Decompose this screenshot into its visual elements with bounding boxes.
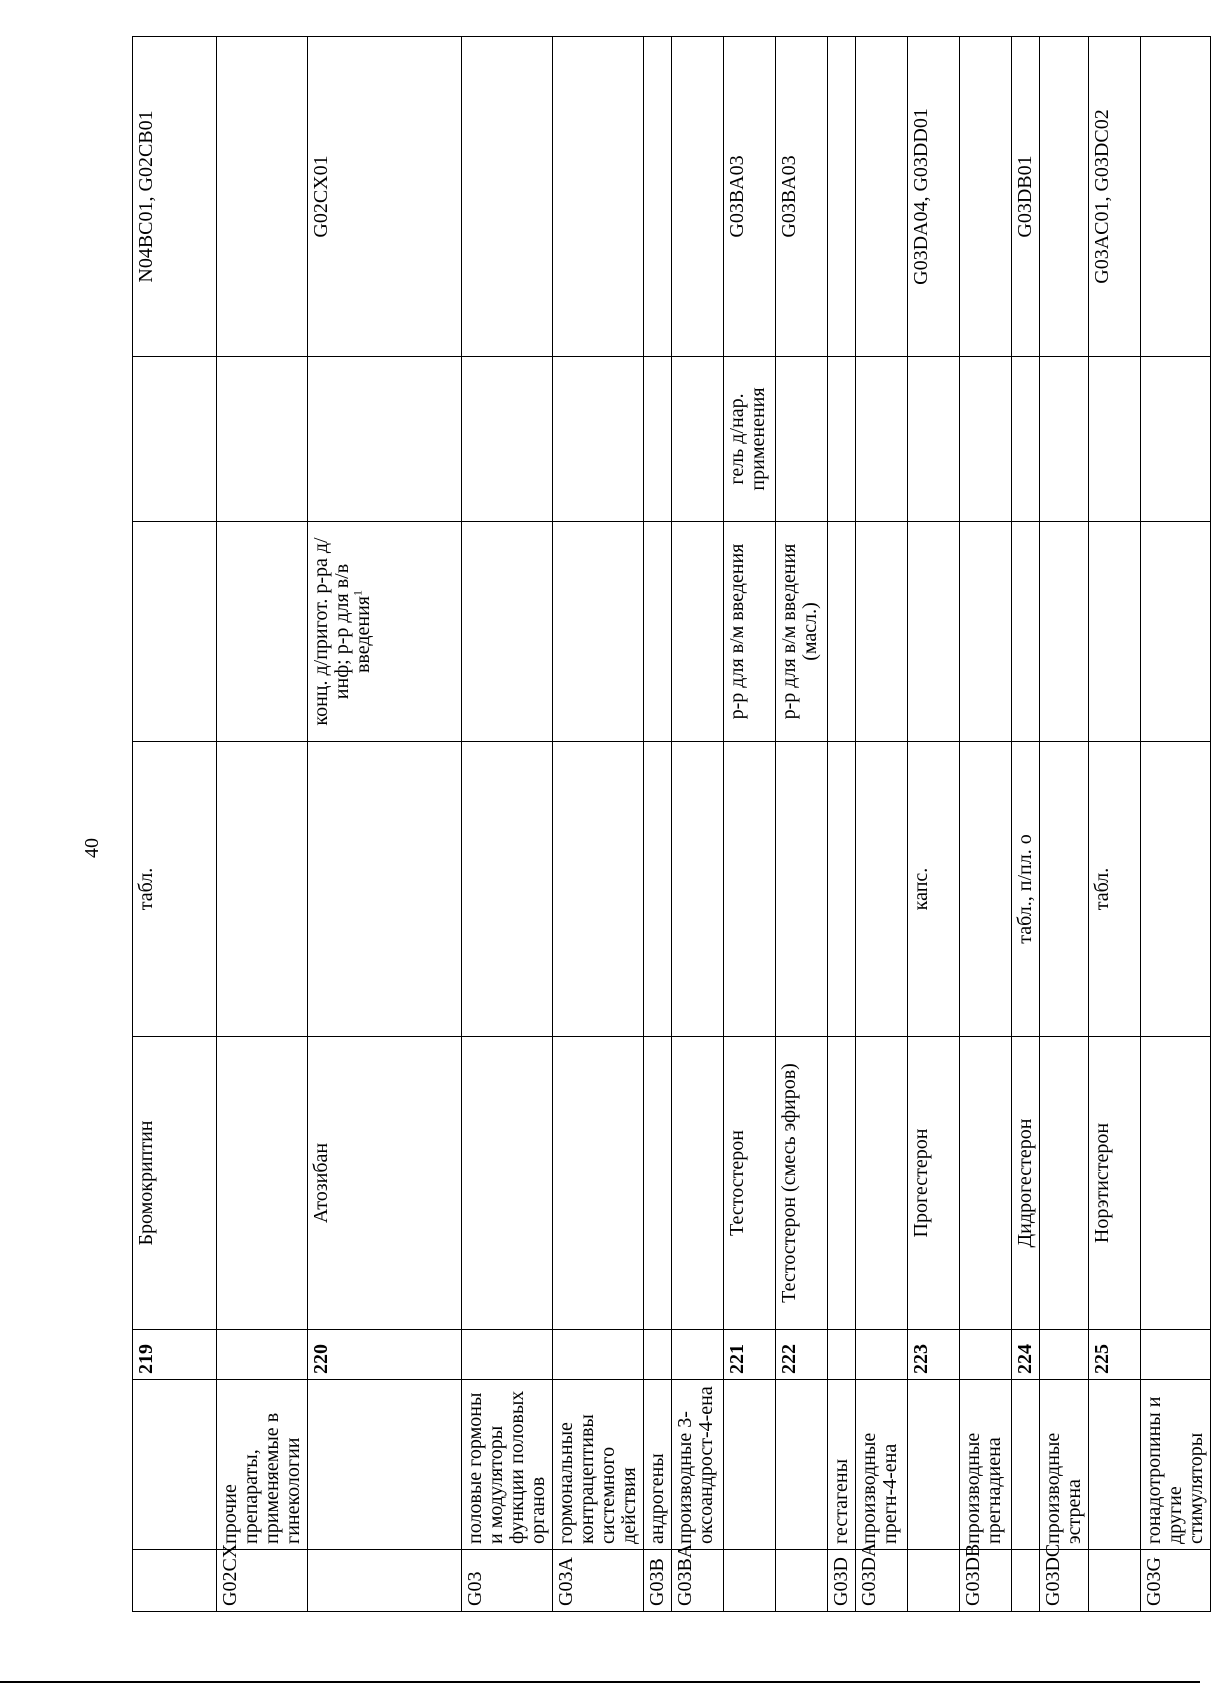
item-number-cell (1040, 1330, 1089, 1380)
atc-code-cell-text: G03DA (858, 1542, 880, 1606)
drug-list-table (132, 36, 1211, 1612)
form-other-cell (908, 357, 960, 522)
form-injection-cell (644, 522, 672, 742)
drug-name-cell (308, 1037, 462, 1330)
item-number-cell (1141, 1330, 1211, 1380)
form-oral-cell (856, 742, 908, 1037)
form-other-cell (1089, 357, 1141, 522)
drug-name-cell (462, 1037, 553, 1330)
group-name-cell (724, 1380, 776, 1550)
form-oral-cell (644, 742, 672, 1037)
atc-reference-cell (1040, 37, 1089, 357)
drug-name-cell (828, 1037, 856, 1330)
form-oral-cell (217, 742, 308, 1037)
atc-reference-cell-text: G03DA04, G03DD01 (910, 108, 932, 285)
table-row (1012, 37, 1040, 1612)
item-number-cell-text: 225 (1091, 1344, 1113, 1374)
form-oral-cell (308, 742, 462, 1037)
form-oral-cell (776, 742, 828, 1037)
drug-name-cell (960, 1037, 1012, 1330)
form-injection-cell (308, 522, 462, 742)
group-name-cell-text: прочие препараты, применяемые в гинекологии (219, 1412, 304, 1544)
form-other-cell (553, 357, 644, 522)
drug-name-cell (553, 1037, 644, 1330)
atc-code-cell (217, 1543, 308, 1612)
drug-name-cell (1141, 1037, 1211, 1330)
form-injection-cell (462, 522, 553, 742)
drug-name-cell (776, 1037, 828, 1330)
drug-name-cell (644, 1037, 672, 1330)
group-name-cell-text: производные эстрена (1042, 1432, 1085, 1544)
form-other-cell (776, 357, 828, 522)
table-row (1089, 37, 1141, 1612)
atc-reference-cell-text: G03AC01, G03DC02 (1091, 109, 1113, 284)
group-name-cell (1089, 1380, 1141, 1550)
atc-code-cell (908, 1550, 960, 1612)
form-injection-cell (776, 522, 828, 742)
table-row (960, 37, 1012, 1612)
atc-code-cell-text: G03A (555, 1557, 577, 1606)
drug-name-cell-text: Норэтистерон (1091, 1122, 1113, 1244)
form-injection-cell (1141, 522, 1211, 742)
form-oral-cell (1012, 742, 1040, 1037)
table-row (308, 37, 462, 1612)
item-number-cell (462, 1330, 553, 1380)
item-number-cell (776, 1330, 828, 1380)
atc-reference-cell-text: G03BA03 (726, 155, 748, 238)
drug-name-cell-text: Дидрогестерон (1014, 1118, 1036, 1248)
atc-code-cell (828, 1550, 856, 1612)
table-row (1040, 37, 1089, 1612)
atc-reference-cell (724, 37, 776, 357)
form-oral-cell (960, 742, 1012, 1037)
table-row (462, 37, 553, 1612)
drug-name-cell (724, 1037, 776, 1330)
atc-code-cell (1141, 1550, 1211, 1612)
atc-reference-cell (856, 37, 908, 357)
item-number-cell (133, 1330, 217, 1380)
group-name-cell-text: производные 3-оксоандрост-4-ена (674, 1386, 717, 1544)
table-row (724, 37, 776, 1612)
form-oral-cell (133, 742, 217, 1037)
form-other-cell (644, 357, 672, 522)
atc-reference-cell (133, 37, 217, 357)
form-oral-cell (1141, 742, 1211, 1037)
atc-code-cell (724, 1550, 776, 1612)
form-injection-cell-text: р-р для в/м введения (726, 543, 748, 720)
atc-reference-cell (828, 37, 856, 357)
group-name-cell (908, 1380, 960, 1550)
atc-code-cell (133, 1550, 217, 1612)
group-name-cell (1012, 1380, 1040, 1550)
table-row (217, 37, 308, 1612)
drug-name-cell (672, 1037, 724, 1330)
form-other-cell (724, 357, 776, 522)
form-injection-cell (672, 522, 724, 742)
atc-code-cell-text: G03D (830, 1557, 852, 1606)
atc-code-cell (960, 1543, 1012, 1612)
group-name-cell (672, 1380, 724, 1550)
atc-code-cell-text: G03 (464, 1571, 486, 1606)
atc-code-cell-text: G03DC (1042, 1543, 1064, 1606)
atc-code-cell (308, 1550, 462, 1612)
atc-reference-cell-text: G03BA03 (778, 155, 800, 238)
group-name-cell-text: половые гормоны и модуляторы функции половых органов (464, 1390, 549, 1544)
form-other-cell (308, 357, 462, 522)
atc-code-cell (776, 1550, 828, 1612)
group-name-cell (133, 1380, 217, 1550)
table-row (133, 37, 217, 1612)
group-name-cell-text: гестагены (830, 1458, 852, 1544)
group-name-cell (644, 1380, 672, 1550)
atc-code-cell (553, 1550, 644, 1612)
form-injection-cell (217, 522, 308, 742)
form-injection-cell (724, 522, 776, 742)
form-oral-cell (724, 742, 776, 1037)
form-injection-cell (828, 522, 856, 742)
form-oral-cell-text: капс. (910, 867, 932, 911)
atc-reference-cell (1012, 37, 1040, 357)
form-injection-cell (1012, 522, 1040, 742)
atc-reference-cell (1089, 37, 1141, 357)
form-oral-cell (908, 742, 960, 1037)
group-name-cell (856, 1380, 908, 1550)
form-oral-cell (553, 742, 644, 1037)
form-injection-cell (553, 522, 644, 742)
drug-name-cell-text: Атозибан (310, 1142, 332, 1224)
atc-code-cell (462, 1550, 553, 1612)
table-row (553, 37, 644, 1612)
atc-reference-cell (1141, 37, 1211, 357)
atc-code-cell-text: G03BA (674, 1543, 696, 1606)
group-name-cell (553, 1380, 644, 1550)
table-row (644, 37, 672, 1612)
item-number-cell-text: 221 (726, 1344, 748, 1374)
item-number-cell (644, 1330, 672, 1380)
form-other-cell (856, 357, 908, 522)
item-number-cell (960, 1330, 1012, 1380)
form-injection-cell (1040, 522, 1089, 742)
group-name-cell (828, 1380, 856, 1550)
atc-code-cell (856, 1542, 908, 1612)
table-row (672, 37, 724, 1612)
group-name-cell (462, 1380, 553, 1550)
form-oral-cell (672, 742, 724, 1037)
drug-name-cell-text: Прогестерон (910, 1128, 932, 1238)
atc-reference-cell-text: G03DB01 (1014, 155, 1036, 238)
atc-reference-cell (217, 37, 308, 357)
form-injection-cell (133, 522, 217, 742)
form-other-cell (1040, 357, 1089, 522)
table-row (828, 37, 856, 1612)
form-injection-cell (1089, 522, 1141, 742)
atc-reference-cell (908, 37, 960, 357)
item-number-cell (1012, 1330, 1040, 1380)
form-oral-cell (462, 742, 553, 1037)
form-injection-cell-text: р-р для в/м введения (масл.) (778, 543, 821, 720)
group-name-cell (217, 1380, 308, 1550)
group-name-cell (960, 1380, 1012, 1550)
group-name-cell-text: производные прегнадиена (962, 1432, 1005, 1544)
table-row (908, 37, 960, 1612)
atc-reference-cell (462, 37, 553, 357)
form-injection-cell (856, 522, 908, 742)
form-other-cell-text: гель д/нар. применения (726, 387, 769, 491)
atc-code-cell (1040, 1543, 1089, 1612)
atc-code-cell (1089, 1550, 1141, 1612)
form-oral-cell-text: табл. (135, 867, 157, 911)
group-name-cell (1040, 1380, 1089, 1550)
drug-name-cell (133, 1037, 217, 1330)
drug-name-cell (856, 1037, 908, 1330)
form-oral-cell (1040, 742, 1089, 1037)
item-number-cell (1089, 1330, 1141, 1380)
group-name-cell-text: производные прегн-4-ена (858, 1432, 901, 1544)
atc-reference-cell (308, 37, 462, 357)
item-number-cell-text: 220 (310, 1344, 332, 1374)
group-name-cell (1141, 1380, 1211, 1550)
form-other-cell (1012, 357, 1040, 522)
item-number-cell-text: 222 (778, 1344, 800, 1374)
form-injection-cell-text: конц. д/пригот. р-ра д/инф; р-р для в/в введения (310, 537, 374, 726)
drug-name-cell (908, 1037, 960, 1330)
atc-reference-cell (776, 37, 828, 357)
bottom-rule (0, 1681, 1200, 1683)
atc-reference-cell (553, 37, 644, 357)
atc-reference-cell (672, 37, 724, 357)
atc-code-cell-text: G03G (1143, 1557, 1165, 1606)
drug-name-cell (1040, 1037, 1089, 1330)
atc-code-cell-text: G02CX (219, 1543, 241, 1606)
item-number-cell-text: 219 (135, 1344, 157, 1374)
atc-code-cell (672, 1543, 724, 1612)
drug-name-cell (1012, 1037, 1040, 1330)
atc-code-cell (644, 1550, 672, 1612)
group-name-cell (308, 1380, 462, 1550)
form-injection-cell (908, 522, 960, 742)
item-number-cell (672, 1330, 724, 1380)
item-number-cell (724, 1330, 776, 1380)
table-row (776, 37, 828, 1612)
drug-name-cell-text: Тестостерон (726, 1130, 748, 1236)
item-number-cell (217, 1330, 308, 1380)
atc-code-cell-text: G03DB (962, 1543, 984, 1606)
item-number-cell (856, 1330, 908, 1380)
item-number-cell-text: 224 (1014, 1344, 1036, 1374)
item-number-cell-text: 223 (910, 1344, 932, 1374)
atc-reference-cell-text: G02CX01 (310, 155, 332, 238)
drug-name-cell (1089, 1037, 1141, 1330)
form-other-cell (1141, 357, 1211, 522)
drug-name-cell-text: Тестостерон (смесь эфиров) (778, 1063, 800, 1303)
form-oral-cell (1089, 742, 1141, 1037)
group-name-cell-text: гормональные контрацептивы системного действия (555, 1414, 640, 1544)
form-oral-cell-text: табл., п/пл. о (1014, 834, 1036, 944)
page-number: 40 (81, 838, 103, 858)
group-name-cell (776, 1380, 828, 1550)
form-other-cell (217, 357, 308, 522)
item-number-cell (828, 1330, 856, 1380)
item-number-cell (308, 1330, 462, 1380)
table-body (133, 37, 1211, 1612)
form-oral-cell (828, 742, 856, 1037)
atc-code-cell-text: G03B (646, 1558, 668, 1606)
group-name-cell-text: гонадотропины и другие стимуляторы (1143, 1396, 1207, 1544)
table-row (1141, 37, 1211, 1612)
atc-reference-cell (644, 37, 672, 357)
form-other-cell (133, 357, 217, 522)
atc-code-cell (1012, 1550, 1040, 1612)
table-row (856, 37, 908, 1612)
form-other-cell (960, 357, 1012, 522)
form-other-cell (672, 357, 724, 522)
footnote-marker: 1 (350, 589, 365, 596)
item-number-cell (908, 1330, 960, 1380)
form-oral-cell-text: табл. (1091, 867, 1113, 911)
form-other-cell (828, 357, 856, 522)
drug-name-cell-text: Бромокриптин (135, 1120, 157, 1246)
atc-reference-cell-text: N04BC01, G02CB01 (135, 110, 157, 283)
atc-reference-cell (960, 37, 1012, 357)
drug-name-cell (217, 1037, 308, 1330)
item-number-cell (553, 1330, 644, 1380)
form-other-cell (462, 357, 553, 522)
form-injection-cell (960, 522, 1012, 742)
rotated-table-container (132, 37, 1207, 1612)
group-name-cell-text: андрогены (646, 1453, 668, 1544)
